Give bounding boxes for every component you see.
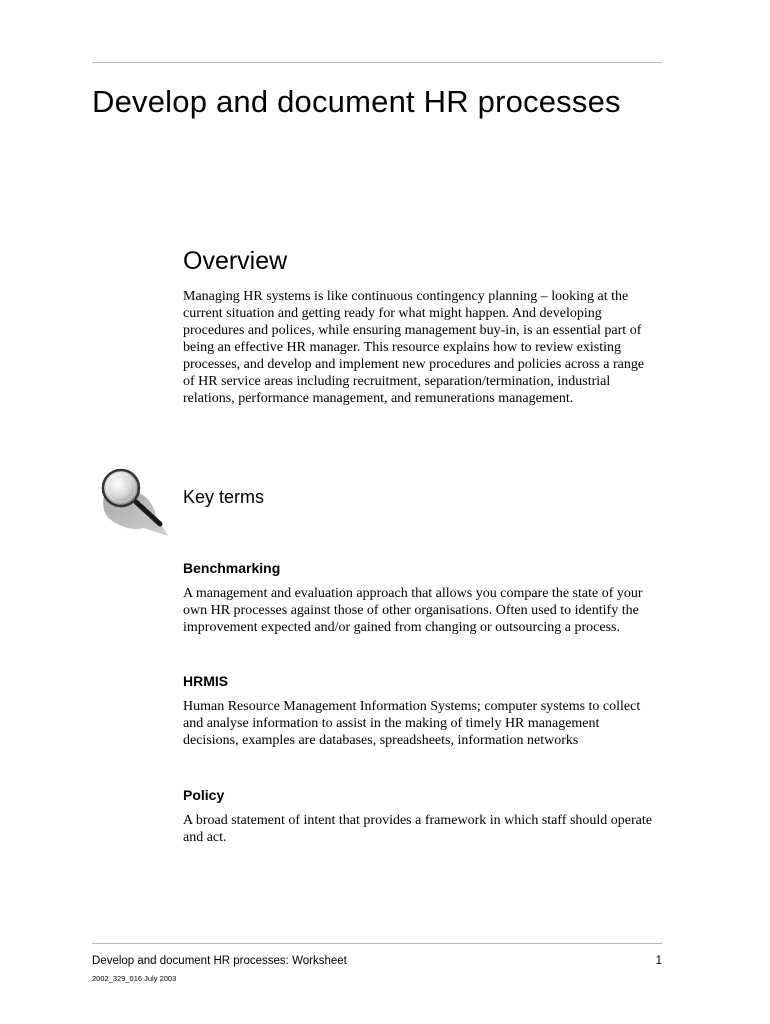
term-policy-title: Policy (183, 787, 225, 803)
term-hrmis-definition: Human Resource Management Information Systems; computer systems to collect and analyse information to assist in the making of timely HR management decisions, examples are databases, spreadsheets, information networks (183, 699, 641, 748)
overview-heading: Overview (183, 247, 288, 275)
term-hrmis-title: HRMIS (183, 673, 229, 689)
magnifying-glass-icon (94, 466, 174, 538)
term-benchmarking-definition: A management and evaluation approach that allows you compare the state of your own HR processes against those of other organisations. Often used to identify the improvement expected and/or gained from changing or outsourcing a process. (183, 586, 643, 635)
page-title: Develop and document HR processes (92, 84, 621, 119)
key-terms-heading: Key terms (183, 487, 265, 507)
document-code: 2002_329_016 July 2003 (92, 974, 177, 983)
footer-divider (92, 943, 662, 944)
overview-paragraph: Managing HR systems is like continuous contingency planning – looking at the current situation and getting ready for what might happen. And developing procedures and polices, while ensuring management buy-in, is an essential part of being an effective HR manager. This resource explains how to review existing processes, and develop and implement new procedures and policies across a range of HR service areas including recruitment, separation/termination, industrial relations, performance management, and remunerations management. (183, 289, 645, 406)
footer-title: Develop and document HR processes: Worksheet (92, 955, 347, 967)
top-divider (92, 62, 662, 63)
term-benchmarking-title: Benchmarking (183, 560, 281, 576)
term-policy-definition: A broad statement of intent that provides a framework in which staff should operate and act. (183, 813, 652, 845)
page-number: 1 (655, 955, 662, 967)
